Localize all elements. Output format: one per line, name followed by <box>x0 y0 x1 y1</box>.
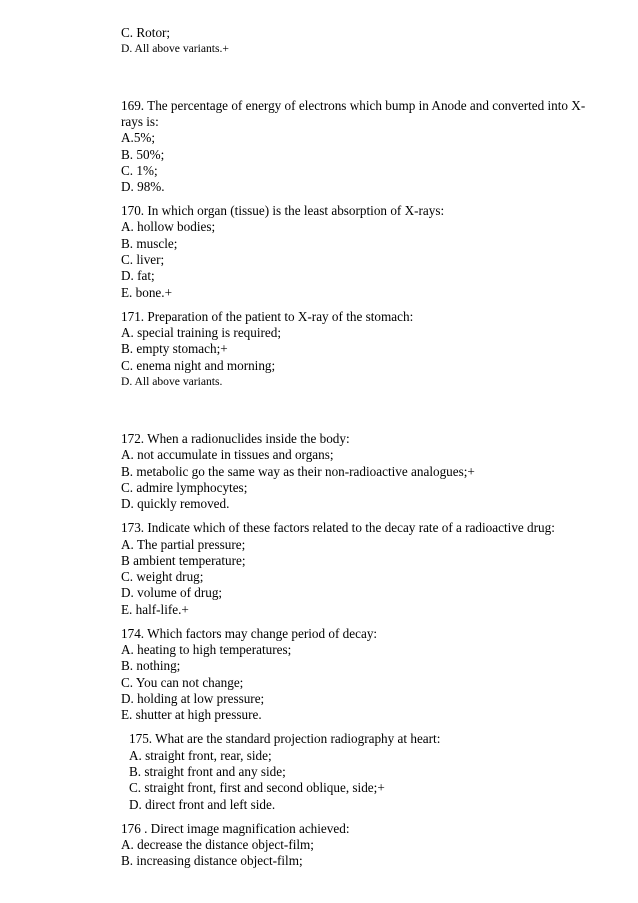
q172-option-b: B. metabolic go the same way as their non-radioactive analogues;+ <box>121 464 475 479</box>
q176-question: 176 . Direct image magnification achieved: <box>121 821 350 836</box>
q171-option-d: D. All above variants. <box>121 375 223 388</box>
q169-question-line2: rays is: <box>121 114 159 129</box>
q173-question: 173. Indicate which of these factors related to the decay rate of a radioactive drug: <box>121 520 555 535</box>
q173-option-a: A. The partial pressure; <box>121 537 246 552</box>
q169-option-a: A.5%; <box>121 130 156 145</box>
q174-option-e: E. shutter at high pressure. <box>121 707 262 722</box>
q169-question-line1: 169. The percentage of energy of electrons which bump in Anode and converted into X- <box>121 98 586 113</box>
q171-option-c: C. enema night and morning; <box>121 358 276 373</box>
q175-option-c: C. straight front, first and second oblique, side;+ <box>129 780 385 795</box>
q171-question: 171. Preparation of the patient to X-ray of the stomach: <box>121 309 414 324</box>
q174-option-b: B. nothing; <box>121 658 181 673</box>
q176-option-a: A. decrease the distance object-film; <box>121 837 314 852</box>
q170-option-c: C. liver; <box>121 252 165 267</box>
q172-option-d: D. quickly removed. <box>121 496 230 511</box>
q171-option-b: B. empty stomach;+ <box>121 341 228 356</box>
q173-option-b: B ambient temperature; <box>121 553 246 568</box>
q172-option-a: A. not accumulate in tissues and organs; <box>121 447 334 462</box>
q172-question: 172. When a radionuclides inside the body: <box>121 431 350 446</box>
q170-question: 170. In which organ (tissue) is the least absorption of X-rays: <box>121 203 445 218</box>
q168-option-d: D. All above variants.+ <box>121 42 229 55</box>
q169-option-d: D. 98%. <box>121 179 165 194</box>
q175-question: 175. What are the standard projection radiography at heart: <box>129 731 441 746</box>
q169-option-c: C. 1%; <box>121 163 158 178</box>
q175-option-d: D. direct front and left side. <box>129 797 276 812</box>
q174-option-d: D. holding at low pressure; <box>121 691 265 706</box>
q170-option-d: D. fat; <box>121 268 155 283</box>
q170-option-a: A. hollow bodies; <box>121 219 216 234</box>
q170-option-b: B. muscle; <box>121 236 178 251</box>
q176-option-b: B. increasing distance object-film; <box>121 853 303 868</box>
q169-option-b: B. 50%; <box>121 147 165 162</box>
q172-option-c: C. admire lymphocytes; <box>121 480 248 495</box>
q174-question: 174. Which factors may change period of decay: <box>121 626 378 641</box>
q174-option-c: C. You can not change; <box>121 675 244 690</box>
q168-option-c: C. Rotor; <box>121 25 171 40</box>
q173-option-c: C. weight drug; <box>121 569 204 584</box>
q175-option-b: B. straight front and any side; <box>129 764 286 779</box>
q171-option-a: A. special training is required; <box>121 325 282 340</box>
q170-option-e: E. bone.+ <box>121 285 173 300</box>
q174-option-a: A. heating to high temperatures; <box>121 642 292 657</box>
q173-option-e: E. half-life.+ <box>121 602 189 617</box>
q173-option-d: D. volume of drug; <box>121 585 223 600</box>
q175-option-a: A. straight front, rear, side; <box>129 748 272 763</box>
